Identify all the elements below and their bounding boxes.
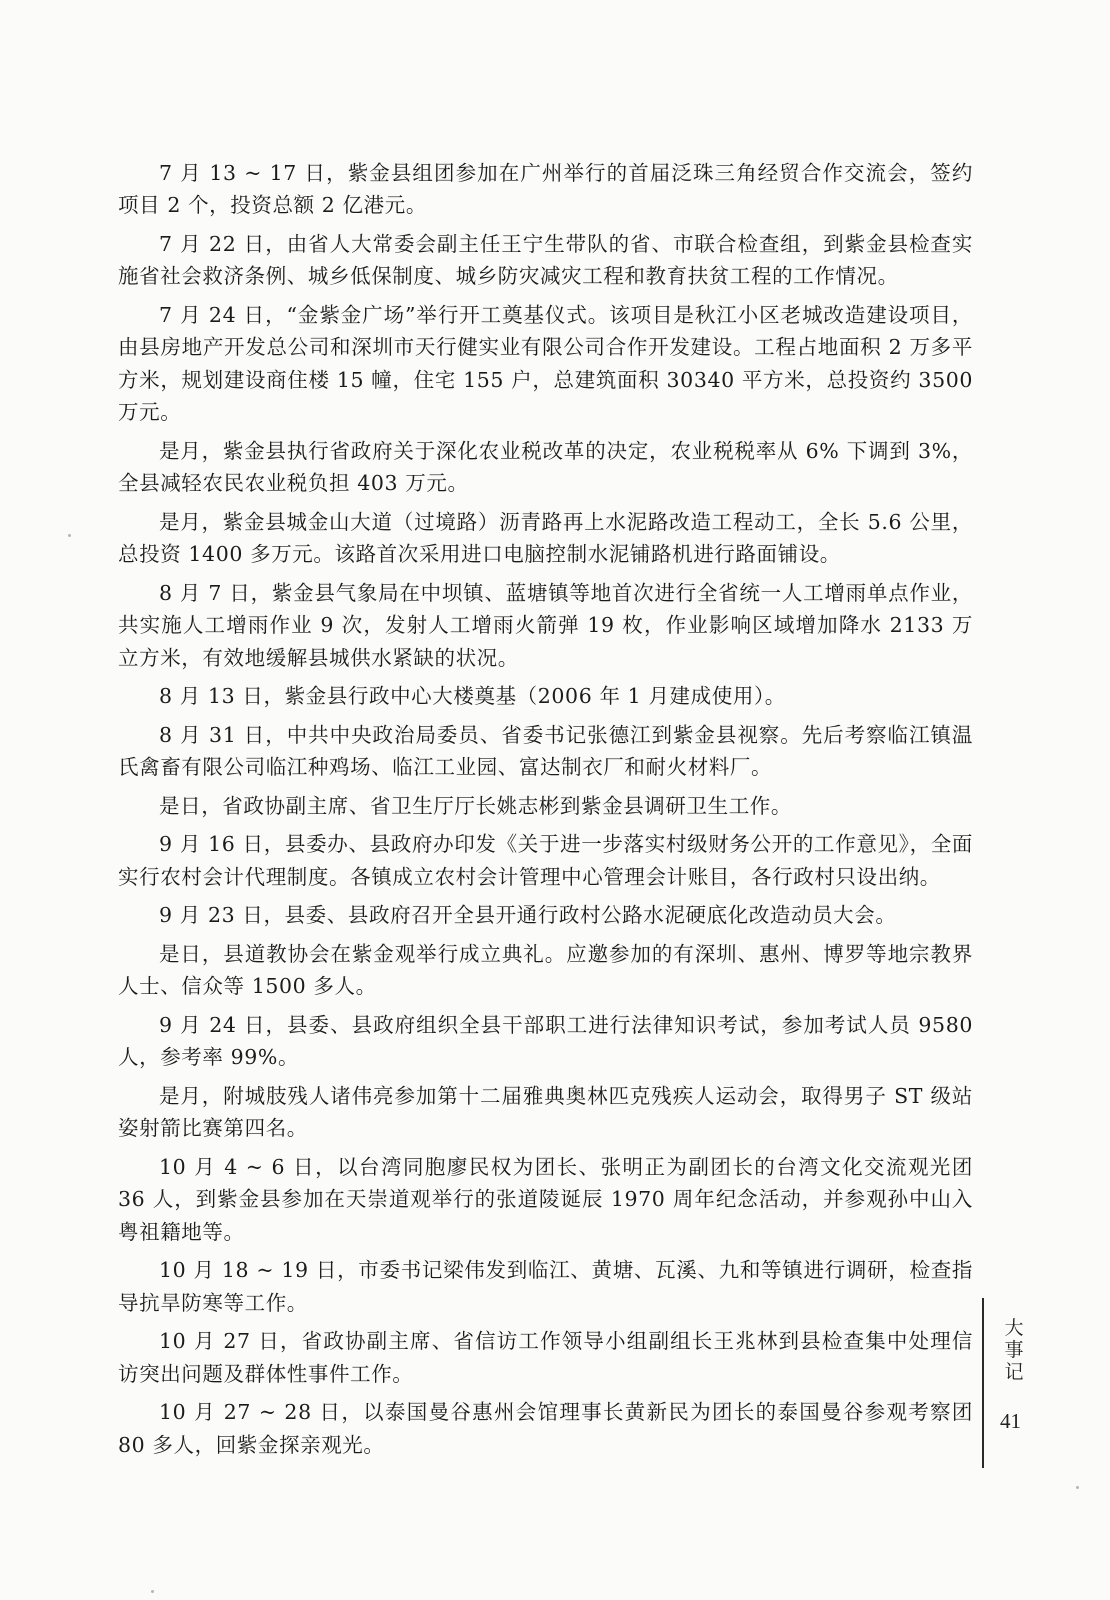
chronicle-paragraph: 10 月 18 ~ 19 日，市委书记梁伟发到临江、黄塘、瓦溪、九和等镇进行调研，检查指导抗旱防寒等工作。 [118,1258,973,1315]
chronicle-paragraph: 10 月 4 ~ 6 日，以台湾同胞廖民权为团长、张明正为副团长的台湾文化交流观光团 36 人，到紫金县参加在天崇道观举行的张道陵诞辰 1970 周年纪念活动，并参观孙中山入粤祖籍地等。 [118,1155,973,1244]
chronicle-paragraph: 7 月 13 ~ 17 日，紫金县组团参加在广州举行的首届泛珠三角经贸合作交流会，签约项目 2 个，投资总额 2 亿港元。 [118,161,973,218]
chronicle-paragraph: 是日，县道教协会在紫金观举行成立典礼。应邀参加的有深圳、惠州、博罗等地宗教界人士、信众等 1500 多人。 [118,942,973,999]
chronicle-paragraph: 是日，省政协副主席、省卫生厅厅长姚志彬到紫金县调研卫生工作。 [159,793,792,818]
chronicle-paragraph: 是月，紫金县城金山大道（过境路）沥青路再上水泥路改造工程动工，全长 5.6 公里，总投资 1400 多万元。该路首次采用进口电脑控制水泥铺路机进行路面铺设。 [118,509,973,567]
chronicle-paragraph: 9 月 24 日，县委、县政府组织全县干部职工进行法律知识考试，参加考试人员 9580 人，参考率 99%。 [118,1013,973,1070]
scan-speck [68,534,71,537]
margin-divider [982,1298,984,1468]
chronicle-paragraph: 10 月 27 日，省政协副主席、省信访工作领导小组副组长王兆林到县检查集中处理信访突出问题及群体性事件工作。 [118,1329,973,1386]
chronicle-paragraph: 7 月 22 日，由省人大常委会副主任王宁生带队的省、市联合检查组，到紫金县检查实施省社会救济条例、城乡低保制度、城乡防灾减灾工程和教育扶贫工程的工作情况。 [118,232,973,289]
scan-speck [151,1590,154,1593]
chronicle-paragraph: 9 月 16 日，县委办、县政府办印发《关于进一步落实村级财务公开的工作意见》，全面实行农村会计代理制度。各镇成立农村会计管理中心管理会计账目，各行政村只设出纳。 [118,832,973,889]
chronicle-paragraph: 8 月 13 日，紫金县行政中心大楼奠基（2006 年 1 月建成使用）。 [159,684,786,709]
page-number: 41 [1000,1409,1021,1433]
chronicle-paragraph: 8 月 7 日，紫金县气象局在中坝镇、蓝塘镇等地首次进行全省统一人工增雨单点作业，共实施人工增雨作业 9 次，发射人工增雨火箭弹 19 枚，作业影响区域增加降水 2133 万立方米，有效地缓解县城供水紧缺的状况。 [118,580,973,670]
chronicle-text [118,157,973,1467]
chronicle-paragraph: 是月，附城肢残人诸伟亮参加第十二届雅典奥林匹克残疾人运动会，取得男子 ST 级站姿射箭比赛第四名。 [118,1084,973,1141]
chronicle-paragraph: 7 月 24 日，“金紫金广场”举行开工奠基仪式。该项目是秋江小区老城改造建设项目，由县房地产开发总公司和深圳市天行健实业有限公司合作开发建设。工程占地面积 2 万多平方米，规划建设商住楼 15 幢，住宅 155 户，总建筑面积 30340 平方米，总投资约 3500 万元。 [118,303,973,425]
chronicle-paragraph: 10 月 27 ~ 28 日，以泰国曼谷惠州会馆理事长黄新民为团长的泰国曼谷参观考察团 80 多人，回紫金探亲观光。 [118,1400,973,1457]
chronicle-paragraph: 是月，紫金县执行省政府关于深化农业税改革的决定，农业税税率从 6% 下调到 3%，全县减轻农民农业税负担 403 万元。 [118,438,973,496]
section-label: 大事记 [1004,1317,1024,1383]
chronicle-paragraph: 9 月 23 日，县委、县政府召开全县开通行政村公路水泥硬底化改造动员大会。 [159,903,897,928]
chronicle-paragraph: 8 月 31 日，中共中央政治局委员、省委书记张德江到紫金县视察。先后考察临江镇温氏禽畜有限公司临江种鸡场、临江工业园、富达制衣厂和耐火材料厂。 [118,722,973,780]
scan-speck [1076,1486,1079,1489]
